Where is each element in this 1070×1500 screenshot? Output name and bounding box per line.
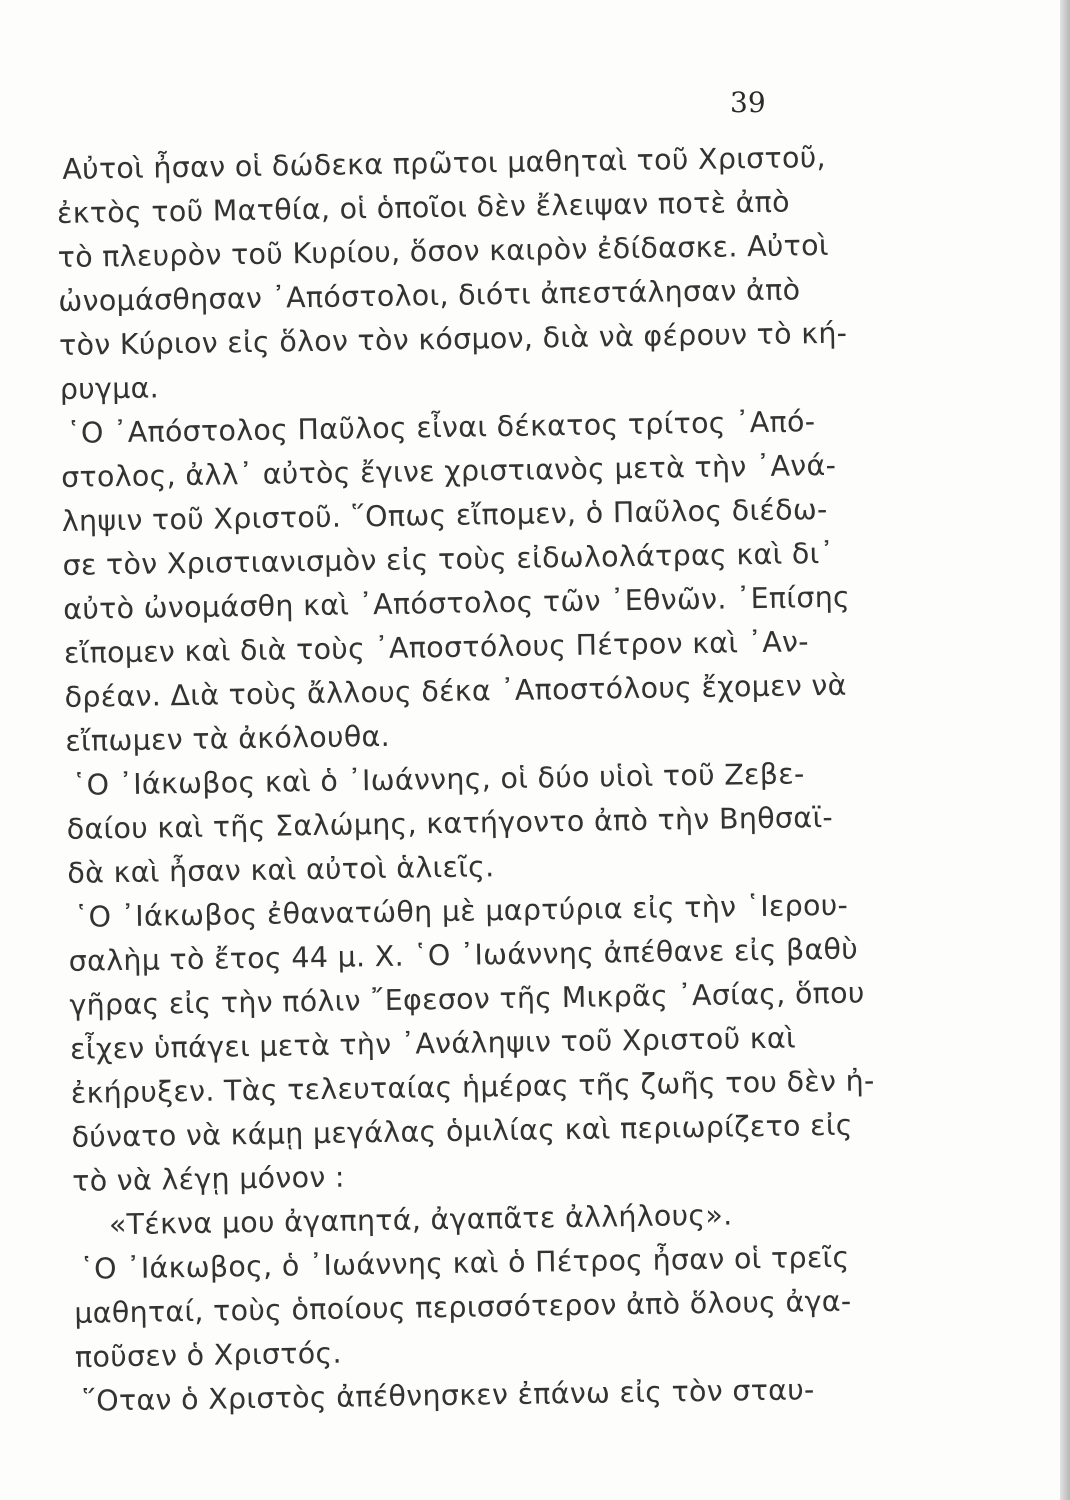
text-line: τὸν Κύριον εἰς ὅλον τὸν κόσμον, διὰ νὰ φέρουν τὸ κή- — [58, 316, 848, 362]
text-line: ὠνομάσθησαν ᾿Απόστολοι, διότι ἀπεστάλησαν ἀπὸ — [58, 273, 801, 318]
text-line: σε τὸν Χριστιανισμὸν εἰς τοὺς εἰδωλολάτρας καὶ δι᾿ — [62, 536, 835, 582]
text-line: ἐκήρυξεν. Τὰς τελευταίας ἡμέρας τῆς ζωῆς του δὲν ἠ- — [70, 1064, 875, 1110]
text-line: μαθηταί, τοὺς ὁποίους περισσότερον ἀπὸ ὅλους ἀγα- — [74, 1284, 852, 1330]
text-line: γῆρας εἰς τὴν πόλιν ῎Εφεσον τῆς Μικρᾶς ᾿Ασίας, ὅπου — [69, 976, 865, 1022]
text-line: ῾Ο ᾿Ιάκωβος ἐθανατώθη μὲ μαρτύρια εἰς τὴν ῾Ιερου- — [73, 888, 849, 934]
text-line: δρέαν. Διὰ τοὺς ἄλλους δέκα ᾿Αποστόλους ἔχομεν νὰ — [64, 668, 847, 714]
text-line: ῾Ο ᾿Απόστολος Παῦλος εἶναι δέκατος τρίτος ᾿Από- — [66, 405, 816, 450]
text-line: σαλὴμ τὸ ἔτος 44 μ. Χ. ῾Ο ᾿Ιωάννης ἀπέθανε εἰς βαθὺ — [68, 932, 859, 978]
text-line: Αὐτοὶ ἦσαν οἱ δώδεκα πρῶτοι μαθηταὶ τοῦ Χριστοῦ, — [62, 140, 827, 186]
text-line: δαίου καὶ τῆς Σαλώμης, κατήγοντο ἀπὸ τὴν Βηθσαϊ- — [66, 800, 834, 846]
text-line: ληψιν τοῦ Χριστοῦ. ῞Οπως εἴπομεν, ὁ Παῦλος διέδω- — [61, 492, 828, 538]
text-line: ῞Οταν ὁ Χριστὸς ἀπέθνησκεν ἐπάνω εἰς τὸν σταυ- — [81, 1373, 815, 1418]
text-line: τὸ νὰ λέγῃ μόνον : — [71, 1160, 346, 1198]
body-text — [56, 136, 875, 1424]
text-line: ρυγμα. — [59, 371, 160, 406]
scan-edge-shadow — [1060, 0, 1070, 1500]
quote-line: «Τέκνα μου ἀγαπητά, ἀγαπᾶτε ἀλλήλους». — [108, 1198, 733, 1242]
text-line: δύνατο νὰ κάμῃ μεγάλας ὁμιλίας καὶ περιωρίζετο εἰς — [71, 1108, 854, 1154]
text-line: ποῦσεν ὁ Χριστός. — [74, 1336, 343, 1374]
text-line: αὐτὸ ὠνομάσθη καὶ ᾿Απόστολος τῶν ᾿Εθνῶν. ᾿Επίσης — [62, 580, 851, 626]
text-line: τὸ πλευρὸν τοῦ Κυρίου, ὅσον καιρὸν ἐδίδασκε. Αὐτοὶ — [57, 228, 830, 274]
text-line: ἐκτὸς τοῦ Ματθία, οἱ ὁποῖοι δὲν ἔλειψαν ποτὲ ἀπὸ — [56, 185, 791, 230]
text-line: εἴπωμεν τὰ ἀκόλουθα. — [65, 719, 391, 758]
text-line: εἴπομεν καὶ διὰ τοὺς ᾿Αποστόλους Πέτρον καὶ ᾿Αν- — [63, 625, 810, 670]
text-line: δὰ καὶ ἦσαν καὶ αὐτοὶ ἁλιεῖς. — [67, 850, 495, 890]
text-line: στολος, ἀλλ᾿ αὐτὸς ἔγινε χριστιανὸς μετὰ τὴν ᾿Ανά- — [60, 448, 837, 494]
page-number: 39 — [730, 86, 766, 119]
text-line: ῾Ο ᾿Ιάκωβος, ὁ ᾿Ιωάννης καὶ ὁ Πέτρος ἦσαν οἱ τρεῖς — [79, 1240, 850, 1286]
text-line: εἶχεν ὑπάγει μετὰ τὴν ᾿Ανάληψιν τοῦ Χριστοῦ καὶ — [69, 1021, 797, 1066]
text-line: ῾Ο ᾿Ιάκωβος καὶ ὁ ᾿Ιωάννης, οἱ δύο υἱοὶ τοῦ Ζεβε- — [71, 757, 805, 802]
